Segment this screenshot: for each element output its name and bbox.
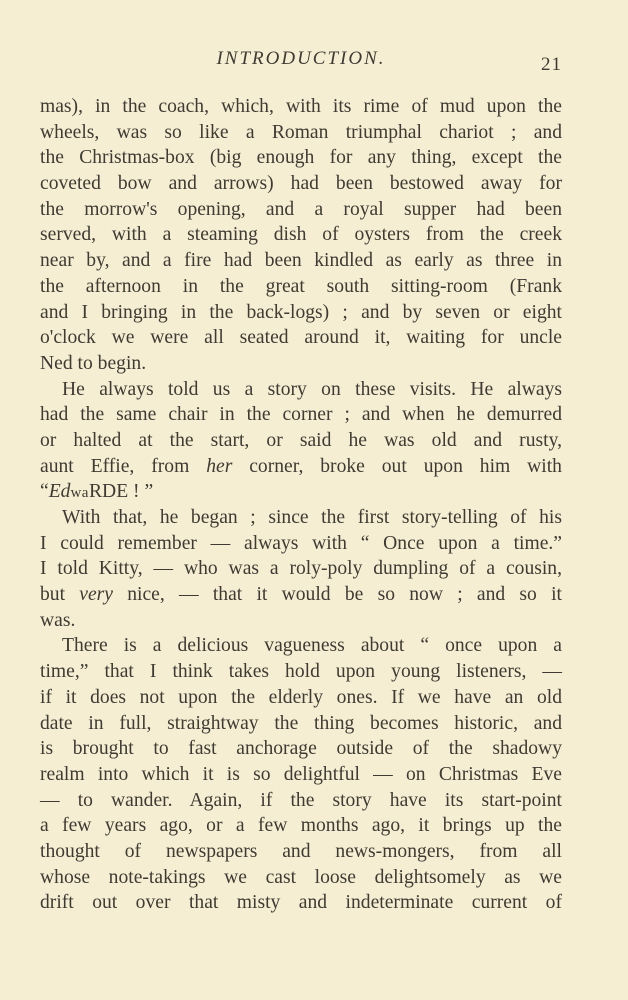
text-line: if it does not upon the elderly ones. If we have an old xyxy=(40,686,562,708)
text-line: whose note-takings we cast loose delightsomely as we xyxy=(40,866,562,888)
text-line xyxy=(40,454,562,480)
text-line: realm into which it is so delightful — on Christmas Eve xyxy=(40,763,562,785)
running-head xyxy=(40,48,562,78)
line-text: “ xyxy=(40,481,49,503)
line-text: corner, broke out upon him with xyxy=(232,455,562,477)
text-line: is brought to fast anchorage outside of the shadowy xyxy=(40,738,562,760)
text-line: There is a delicious vagueness about “ once upon a xyxy=(62,635,562,657)
text-line: and I bringing in the back-logs) ; and by seven or eight xyxy=(40,301,562,323)
line-text: nice, — that it would be so now ; and so it xyxy=(113,584,562,606)
page-number: 21 xyxy=(541,54,562,75)
text-line: near by, and a fire had been kindled as early as three in xyxy=(40,250,562,272)
text-line: served, with a steaming dish of oysters from the creek xyxy=(40,224,562,246)
text-line: drift out over that misty and indeterminate current of xyxy=(40,892,562,914)
text-line: o'clock we were all seated around it, waiting for uncle xyxy=(40,327,562,349)
text-line: or halted at the start, or said he was old and rusty, xyxy=(40,429,562,451)
text-line: With that, he began ; since the first story-telling of his xyxy=(62,507,562,528)
emphasis: Ed xyxy=(48,481,71,503)
line-text: RDE ! ” xyxy=(88,481,154,503)
text-line: I could remember — always with “ Once upon a time.” xyxy=(40,532,562,554)
small-caps-text: wa xyxy=(70,485,89,502)
text-line: the afternoon in the great south sitting-room (Frank xyxy=(40,275,562,297)
text-line: date in full, straightway the thing becomes historic, and xyxy=(40,712,562,734)
running-head-title: INTRODUCTION. xyxy=(216,48,386,69)
text-line: was. xyxy=(40,609,76,631)
text-line: a few years ago, or a few months ago, it brings up the xyxy=(40,815,562,837)
emphasis: very xyxy=(79,584,113,606)
text-line: had the same chair in the corner ; and when he demurred xyxy=(40,404,562,426)
line-text: but xyxy=(40,584,80,606)
text-line: the Christmas-box (big enough for any thing, except the xyxy=(40,147,562,169)
text-line: mas), in the coach, which, with its rime of mud upon the xyxy=(40,96,562,117)
text-line xyxy=(40,479,562,505)
text-line: thought of newspapers and news-mongers, from all xyxy=(40,840,562,862)
text-line: — to wander. Again, if the story have its start-point xyxy=(40,789,562,811)
text-line xyxy=(40,582,562,608)
text-line: Ned to begin. xyxy=(40,352,147,374)
text-line: I told Kitty, — who was a roly-poly dumpling of a cousin, xyxy=(40,558,562,580)
text-line: wheels, was so like a Roman triumphal chariot ; and xyxy=(40,121,562,143)
text-line: coveted bow and arrows) had been bestowed away for xyxy=(40,173,562,195)
emphasis: her xyxy=(206,455,233,477)
text-line: He always told us a story on these visits. He always xyxy=(62,378,562,400)
body-text xyxy=(40,94,562,916)
text-line: time,” that I think takes hold upon young listeners, — xyxy=(40,661,562,683)
text-line: the morrow's opening, and a royal supper had been xyxy=(40,198,562,220)
line-text: aunt Effie, from xyxy=(40,455,207,477)
